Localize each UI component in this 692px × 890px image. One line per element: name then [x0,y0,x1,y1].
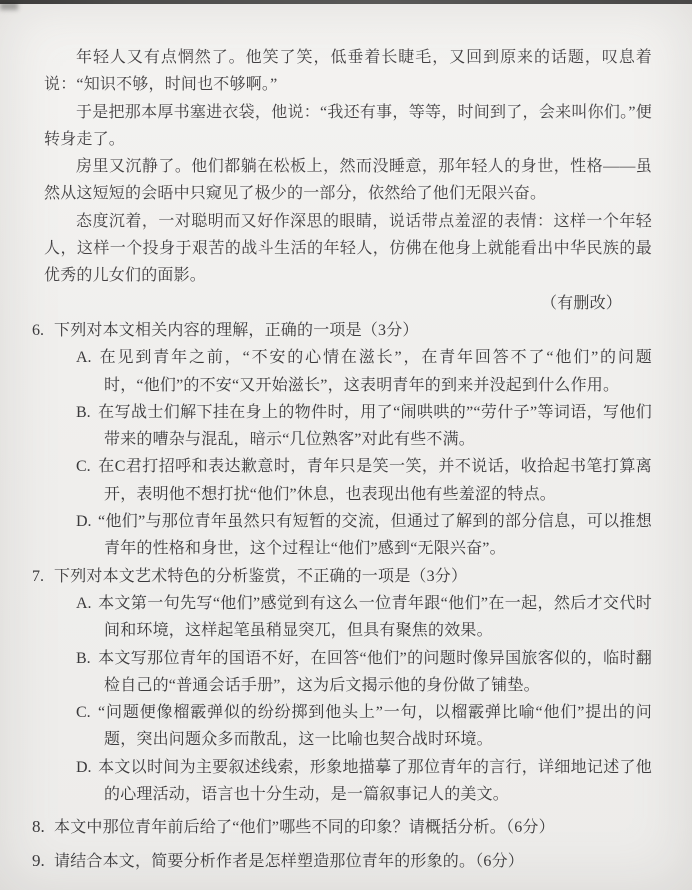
passage-paragraph-4: 态度沉着，一对聪明而又好作深思的眼睛，说话带点羞涩的表情：这样一个年轻人，这样一个投身于艰苦的战斗生活的年轻人，仿佛在他身上就能看出中华民族的最优秀的儿女们的面影。 [44,212,652,285]
option-text-c: 在C君打招呼和表达歉意时，青年只是笑一笑，并不说话，收拾起书笔打算离开，表明他不想打扰“他们”休息，也表现出他有些羞涩的特点。 [98,458,652,503]
question-9-stem-text: 请结合本文，简要分析作者是怎样塑造那位青年的形象的。（6分） [54,852,525,870]
question-9-number: 9. [32,850,45,870]
question-6 [32,317,652,563]
question-7-option-c [76,699,652,754]
question-6-stem-text: 下列对本文相关内容的理解，正确的一项是（3分） [54,321,419,339]
option-text-d: “他们”与那位青年虽然只有短暂的交流，但通过了解到的部分信息，可以推想青年的性格和身世，这个过程让“他们”感到“无限兴奋”。 [98,513,652,558]
option-text-b: 本文写那位青年的国语不好，在回答“他们”的问题时像异国旅客似的，临时翻检自己的“普通会话手册”，这为后文揭示他的身份做了铺垫。 [98,649,652,694]
question-8 [32,813,652,841]
option-text-b: 在写战士们解下挂在身上的物件时，用了“闹哄哄的”“劳什子”等词语，写他们带来的嘈杂与混乱，暗示“几位熟客”对此有些不满。 [98,403,652,449]
question-6-option-b [76,399,652,454]
option-label-b: B. [76,649,91,667]
question-7 [32,563,652,809]
option-label-a: A. [76,594,92,612]
question-7-stem [32,563,652,590]
question-9-stem [32,847,652,875]
question-7-number: 7. [32,567,44,585]
question-8-stem [32,813,652,841]
option-text-d: 本文以时间为主要叙述线索，形象地描摹了那位青年的言行，详细地记述了他的心理活动，语言也十分生动，是一篇叙事记人的美文。 [98,758,652,804]
passage-paragraph-2: 于是把那本厚书塞进衣袋，他说：“我还有事，等等，时间到了，会来叫你们。”便转身走了。 [44,103,652,148]
source-edit-note: （有删改） [540,294,622,312]
passage-paragraph-3: 房里又沉静了。他们都躺在松板上，然而没睡意，那年轻人的身世，性格——虽然从这短短的会晤中只窥见了极少的一部分，依然给了他们无限兴奋。 [44,158,652,203]
option-label-c: C. [76,458,91,476]
question-7-option-b [76,645,652,700]
question-8-stem-text: 本文中那位青年前后给了“他们”哪些不同的印象？请概括分析。（6分） [54,819,555,837]
question-7-option-d [76,754,652,809]
question-6-option-c [76,453,652,508]
question-6-option-a [76,344,652,399]
option-label-c: C. [76,704,91,722]
option-label-b: B. [76,403,91,421]
option-text-a: 本文第一句先写“他们”感觉到有这么一位青年跟“他们”在一起，然后才交代时间和环境，这样起笔虽稍显突兀，但具有聚焦的效果。 [98,594,652,640]
passage-paragraph-1: 年轻人又有点惘然了。他笑了笑，低垂着长睫毛，又回到原来的话题，叹息着说：“知识不够，时间也不够啊。” [44,49,652,94]
question-6-stem [32,317,652,344]
question-6-option-d [76,508,652,563]
option-label-d: D. [76,758,92,776]
option-text-a: 在见到青年之前，“不安的心情在滋长”，在青年回答不了“他们”的问题时，“他们”的不安“又开始滋长”，这表明青年的到来并没起到什么作用。 [98,349,652,394]
question-8-number: 8. [32,817,45,837]
question-7-stem-text: 下列对本文艺术特色的分析鉴赏，不正确的一项是（3分） [54,567,468,585]
question-9 [32,847,652,875]
question-7-option-a [76,590,652,645]
question-6-number: 6. [32,321,44,339]
option-label-d: D. [76,513,92,531]
option-text-c: “问题便像榴霰弹似的纷纷掷到他头上”一句，以榴霰弹比喻“他们”提出的问题，突出问题众多而散乱，这一比喻也契合战时环境。 [98,704,652,749]
option-label-a: A. [76,349,92,367]
